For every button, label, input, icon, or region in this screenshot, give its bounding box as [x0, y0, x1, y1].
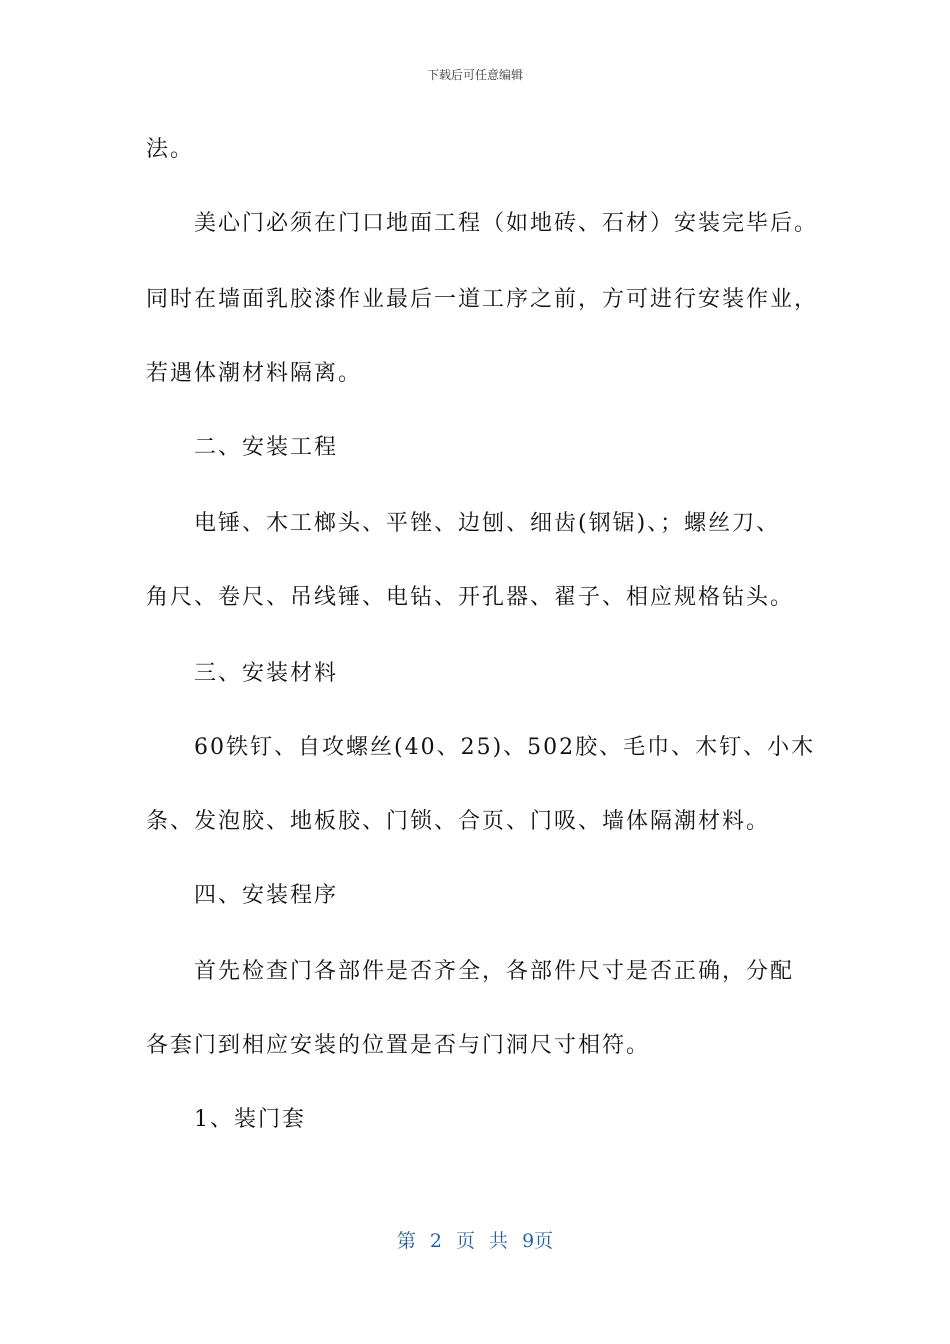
subsection-heading: 1、装门套 — [194, 1107, 306, 1132]
body-line: 角尺、卷尺、吊线锤、电钻、开孔器、翟子、相应规格钻头。 — [146, 585, 795, 610]
body-line: 法。 — [146, 137, 195, 162]
section-heading: 三、安装材料 — [194, 661, 339, 686]
body-line: 条、发泡胶、地板胶、门锁、合页、门吸、墙体隔潮材料。 — [146, 809, 771, 834]
body-line: 若遇体潮材料隔离。 — [146, 361, 363, 386]
body-line: 各套门到相应安装的位置是否与门洞尺寸相符。 — [146, 1033, 651, 1058]
body-line: 60铁钉、自攻螺丝(40、25)、502胶、毛巾、木钉、小木 — [194, 735, 816, 760]
page-number: 第 2 页 共 9页 — [396, 1230, 554, 1252]
section-heading: 二、安装工程 — [194, 435, 339, 460]
body-line: 首先检查门各部件是否齐全，各部件尺寸是否正确，分配 — [194, 959, 795, 984]
section-heading: 四、安装程序 — [194, 883, 339, 908]
body-line: 同时在墙面乳胶漆作业最后一道工序之前，方可进行安装作业， — [146, 287, 819, 312]
body-line: 电锤、木工榔头、平锉、边刨、细齿(钢锯)、；螺丝刀、 — [194, 511, 781, 536]
body-line: 美心门必须在门口地面工程（如地砖、石材）安装完毕后。 — [194, 211, 819, 236]
page-header: 下载后可任意编辑 — [426, 68, 523, 82]
